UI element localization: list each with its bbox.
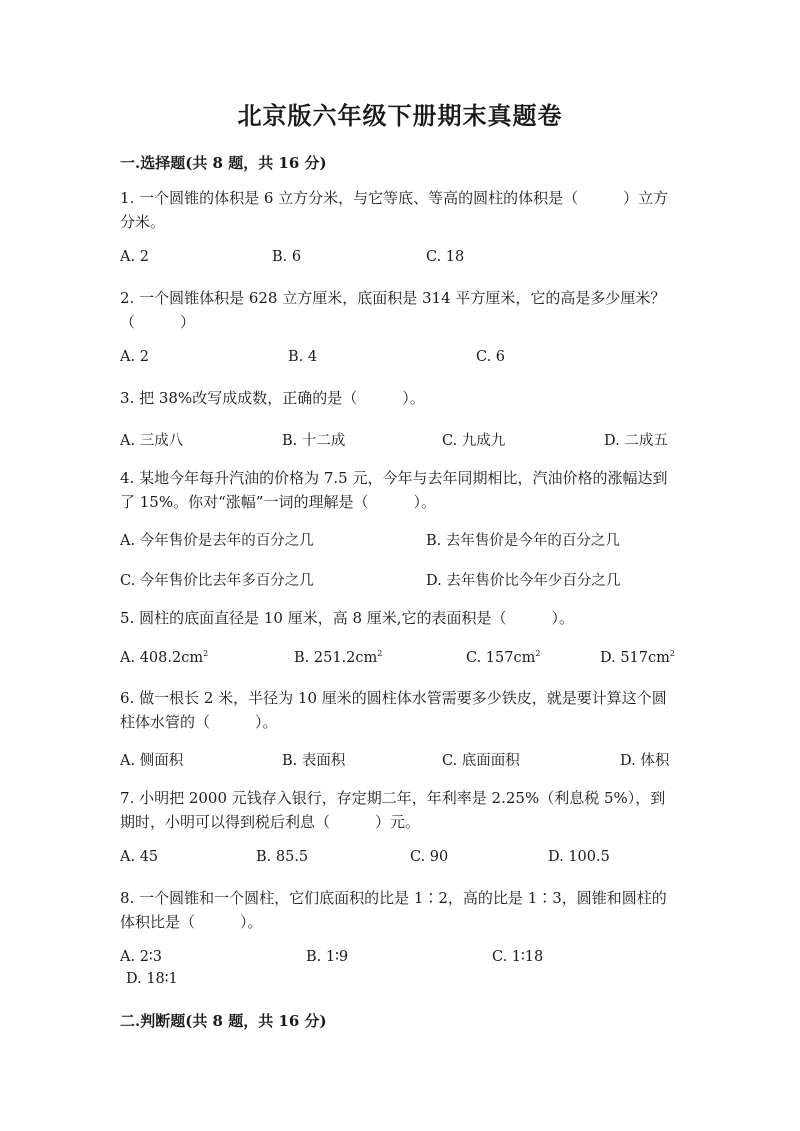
section-heading-choice: 一.选择题(共 8 题，共 16 分) (120, 154, 327, 172)
option-1a[interactable]: A. 2 (120, 249, 149, 265)
option-7c[interactable]: C. 90 (410, 849, 449, 865)
question-6: 6. 做一根长 2 米，半径为 10 厘米的圆柱体水管需要多少铁皮，就是要计算这个圆柱体水管的（ ）。 (120, 689, 667, 731)
question-4: 4. 某地今年每升汽油的价格为 7.5 元，今年与去年同期相比，汽油价格的涨幅达到了 15%。你对“涨幅”一词的理解是（ ）。 (120, 469, 668, 511)
question-2: 2. 一个圆锥体积是 628 立方厘米，底面积是 314 平方厘米，它的高是多少厘米？（ ） (120, 289, 666, 331)
question-5: 5. 圆柱的底面直径是 10 厘米，高 8 厘米,它的表面积是（ ）。 (120, 609, 575, 627)
option-4a[interactable]: A. 今年售价是去年的百分之几 (120, 533, 314, 549)
question-8: 8. 一个圆锥和一个圆柱，它们底面积的比是 1∶2，高的比是 1∶3，圆锥和圆柱的体积比是（ ）。 (120, 889, 667, 931)
question-3: 3. 把 38%改写成成数，正确的是（ ）。 (120, 389, 425, 407)
option-2a[interactable]: A. 2 (120, 349, 149, 365)
option-2b[interactable]: B. 4 (288, 349, 318, 365)
option-5a[interactable]: A. $408.2cm^2$ (120, 649, 209, 666)
option-7b[interactable]: B. 85.5 (256, 849, 309, 865)
option-5b[interactable]: B. $251.2cm^2$ (294, 649, 383, 666)
option-2c[interactable]: C. 6 (476, 349, 506, 365)
question-1: 1. 一个圆锥的体积是 6 立方分米，与它等底、等高的圆柱的体积是（ ）立方分米。 (120, 189, 669, 231)
option-5d[interactable]: D. $517cm^2$ (600, 649, 675, 666)
option-8a[interactable]: A. 2∶3 (120, 949, 162, 965)
option-8b[interactable]: B. 1∶9 (306, 949, 349, 965)
option-6a[interactable]: A. 侧面积 (120, 753, 184, 769)
option-8d[interactable]: D. 18∶1 (126, 971, 178, 987)
option-3b[interactable]: B. 十二成 (282, 433, 346, 449)
option-1b[interactable]: B. 6 (272, 249, 302, 265)
option-4b[interactable]: B. 去年售价是今年的百分之几 (426, 533, 620, 549)
option-7d[interactable]: D. 100.5 (548, 849, 610, 865)
option-6d[interactable]: D. 体积 (620, 753, 670, 769)
option-1c[interactable]: C. 18 (426, 249, 465, 265)
section-heading-judgment: 二.判断题(共 8 题，共 16 分) (120, 1012, 327, 1030)
option-8c[interactable]: C. 1∶18 (492, 949, 544, 965)
option-3c[interactable]: C. 九成九 (442, 433, 506, 449)
option-6c[interactable]: C. 底面面积 (442, 753, 520, 769)
option-3a[interactable]: A. 三成八 (120, 433, 184, 449)
option-4d[interactable]: D. 去年售价比今年少百分之几 (426, 573, 621, 589)
page-title: 北京版六年级下册期末真题卷 (237, 101, 563, 130)
option-5c[interactable]: C. $157cm^2$ (466, 649, 541, 666)
option-4c[interactable]: C. 今年售价比去年多百分之几 (120, 573, 314, 589)
question-7: 7. 小明把 2000 元钱存入银行，存定期二年，年利率是 2.25%（利息税 5%），到期时，小明可以得到税后利息（ ）元。 (120, 789, 666, 831)
option-6b[interactable]: B. 表面积 (282, 753, 346, 769)
option-3d[interactable]: D. 二成五 (604, 433, 668, 449)
option-7a[interactable]: A. 45 (120, 849, 159, 865)
